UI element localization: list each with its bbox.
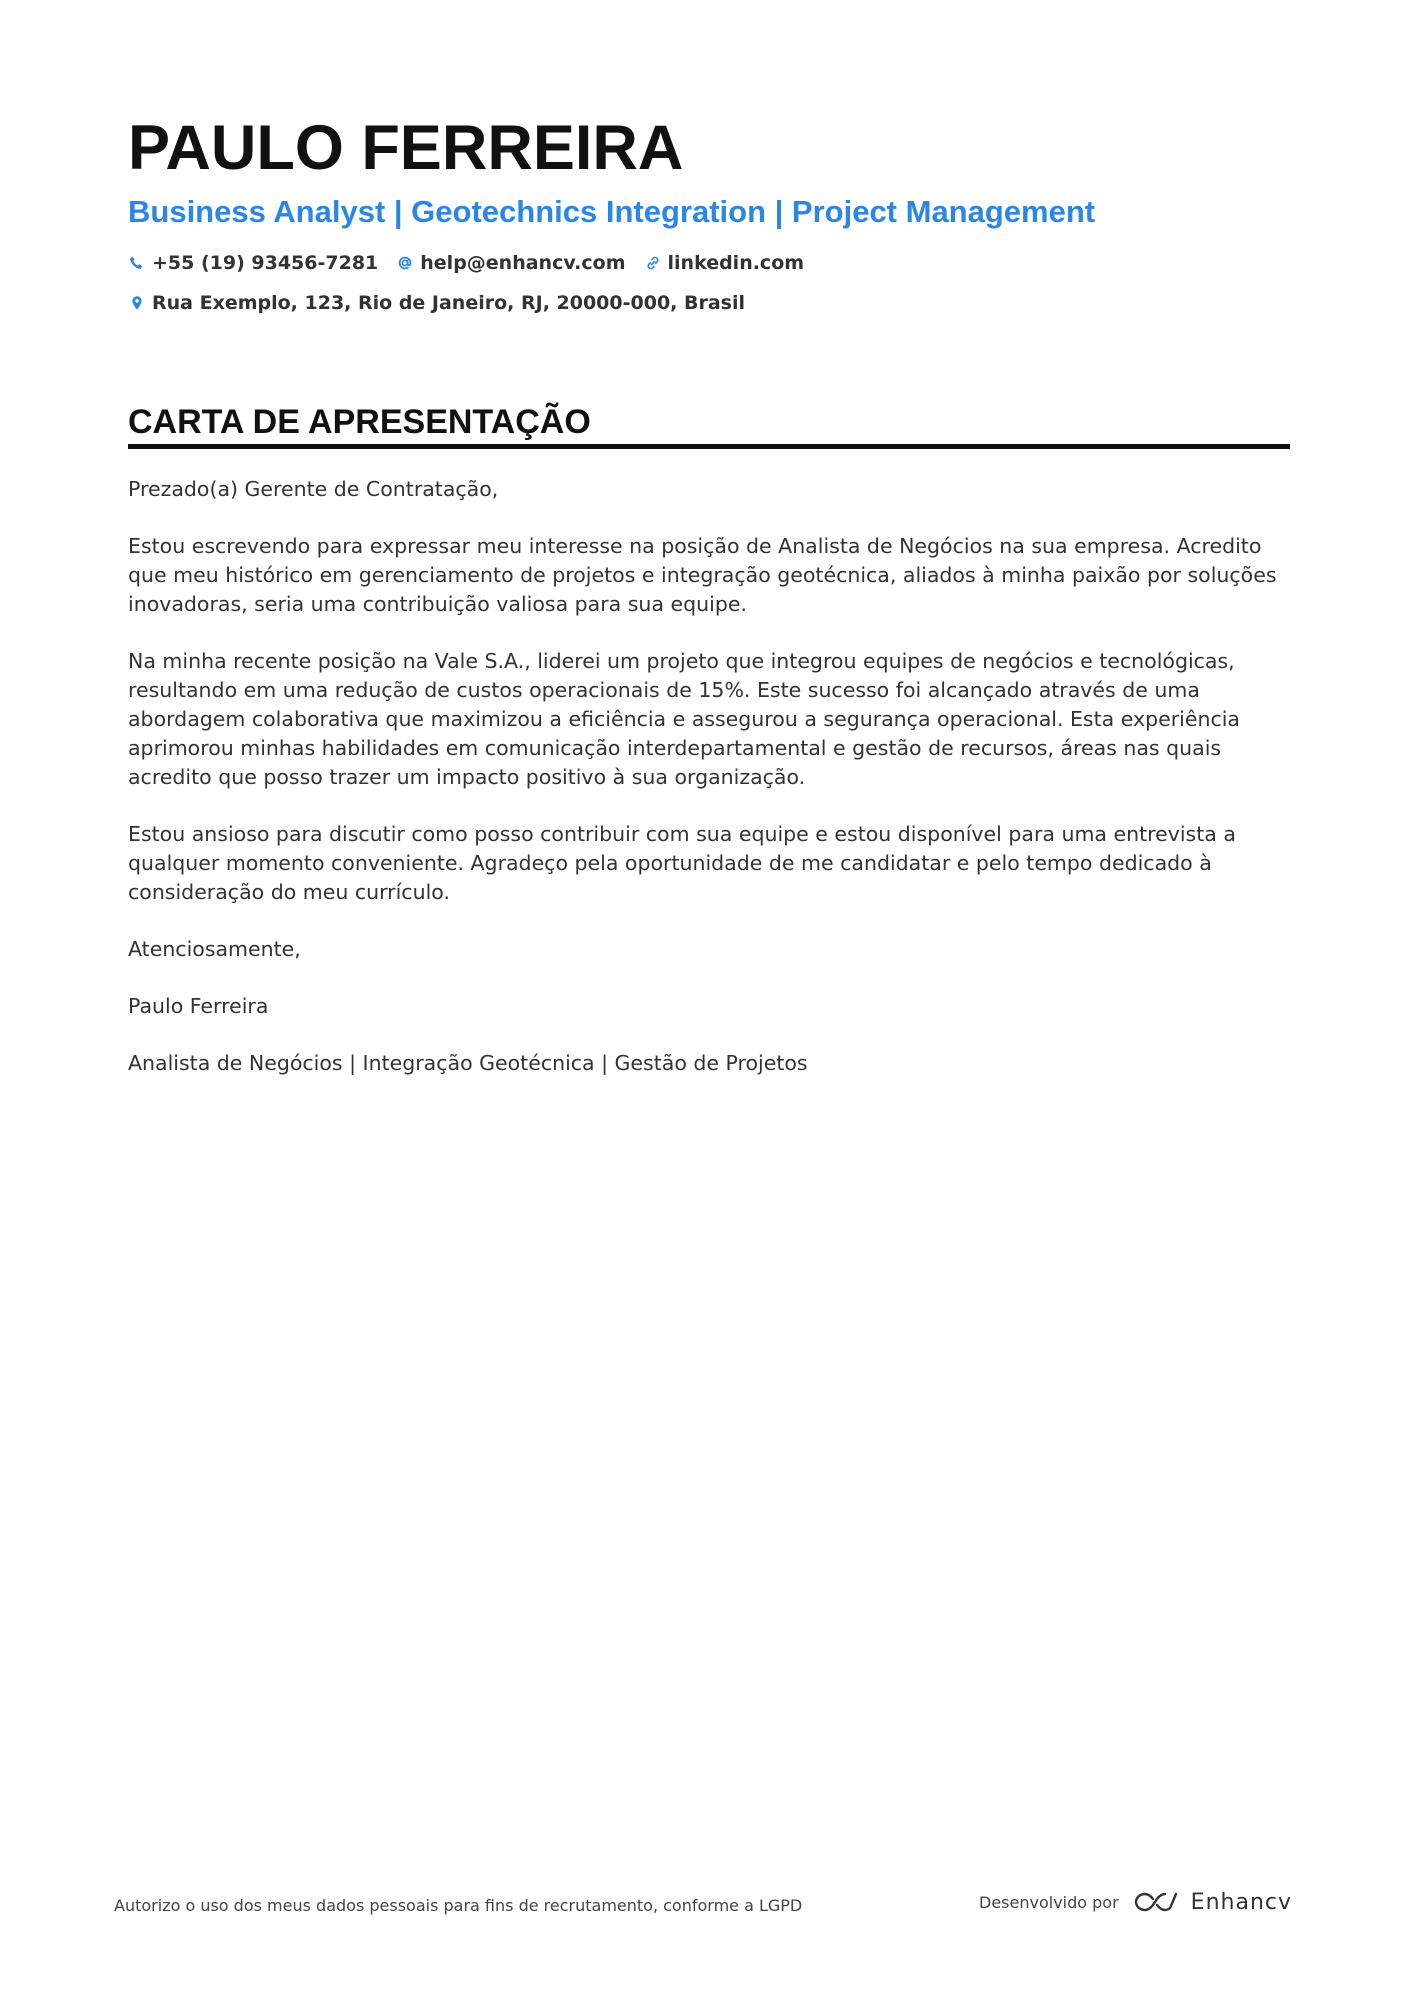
at-icon [396,254,414,272]
letter-paragraph: Estou escrevendo para expressar meu interesse na posição de Analista de Negócios na sua empresa. Acredito que meu histórico em gerenciamento de projetos e integração geotécnica, aliados à minha paixão por soluções inovadoras, seria uma contribuição valiosa para sua equipe. [128,534,1277,616]
contact-phone [128,250,378,276]
letter-signature: Paulo Ferreira [128,994,269,1018]
linkedin-link[interactable]: linkedin.com [667,252,805,274]
link-icon [644,254,662,272]
contact-linkedin[interactable] [644,250,805,276]
brand-name: Enhancv [1190,1889,1292,1915]
contact-email[interactable] [396,250,625,276]
powered-by-label: Desenvolvido por [979,1892,1119,1912]
candidate-name: PAULO FERREIRA [128,113,684,183]
letter-paragraph: Estou ansioso para discutir como posso contribuir com sua equipe e estou disponível para uma entrevista a qualquer momento conveniente. Agradeço pela oportunidade de me candidatar e pelo tempo dedicado à consideração do meu currículo. [128,822,1236,904]
location-pin-icon [128,294,146,312]
phone-icon [128,254,146,272]
footer-consent: Autorizo o uso dos meus dados pessoais para fins de recrutamento, conforme a LGPD [114,1896,803,1915]
cover-letter-page [128,108,1290,1106]
letter-body [128,475,1290,1078]
phone-text: +55 (19) 93456-7281 [152,252,379,274]
letter-signature-title: Analista de Negócios | Integração Geotécnica | Gestão de Projetos [128,1051,808,1075]
email-link[interactable]: help@enhancv.com [420,252,626,274]
address-text: Rua Exemplo, 123, Rio de Janeiro, RJ, 20000-000, Brasil [152,292,746,314]
contact-address [128,290,745,316]
letter-greeting: Prezado(a) Gerente de Contratação, [128,477,499,501]
contact-row [128,250,1290,276]
letter-closing: Atenciosamente, [128,937,301,961]
letter-paragraph: Na minha recente posição na Vale S.A., liderei um projeto que integrou equipes de negócios e tecnológicas, resultando em uma redução de custos operacionais de 15%. Este sucesso foi alcançado através de uma abordagem colaborativa que maximizou a eficiência e assegurou a segurança operacional. Esta experiência aprimorou minhas habilidades em comunicação interdepartamental e gestão de recursos, áreas nas quais acredito que posso trazer um impacto positivo à sua organização. [128,649,1240,789]
candidate-headline: Business Analyst | Geotechnics Integration | Project Management [128,194,1096,229]
section-title: CARTA DE APRESENTAÇÃO [128,402,1290,449]
footer-branding[interactable] [979,1888,1292,1916]
enhancv-logo-icon [1131,1888,1179,1916]
address-row [128,290,1290,316]
